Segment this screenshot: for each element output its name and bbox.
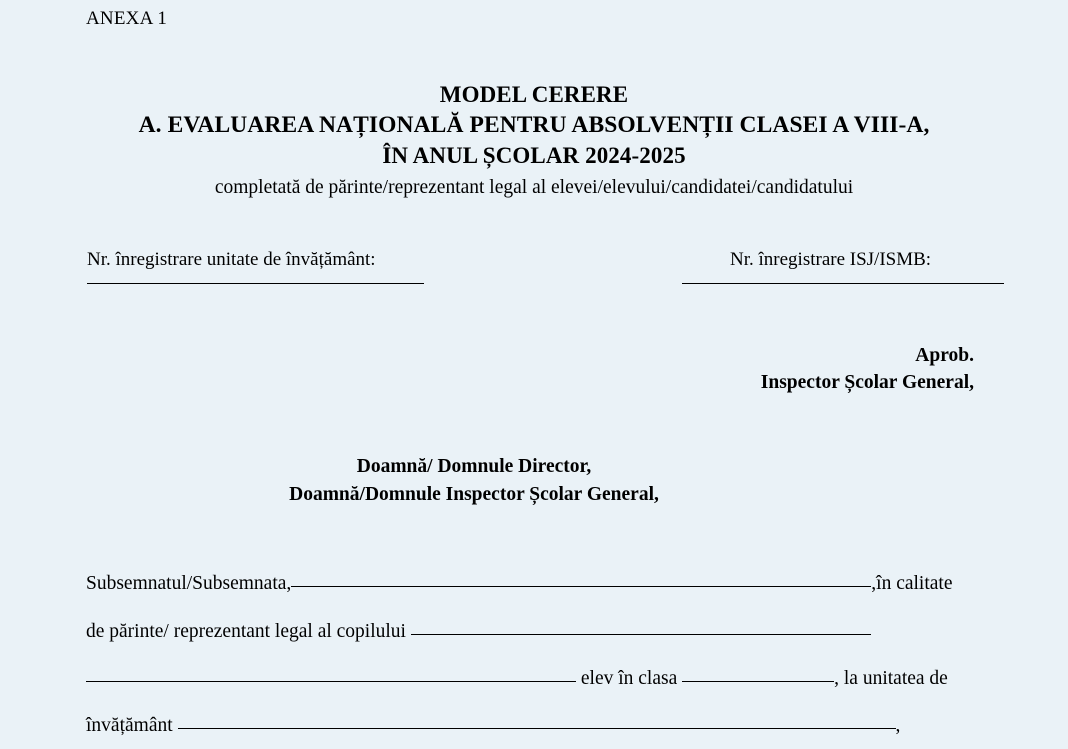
body-line-2 [86, 608, 982, 655]
registration-isj [534, 249, 982, 284]
registration-school-label: Nr. înregistrare unitate de învățământ: [87, 248, 376, 270]
body-line-3-suffix: , la unitatea de [834, 667, 948, 689]
title-line-2: A. EVALUAREA NAȚIONALĂ PENTRU ABSOLVENȚII CLASEI A VIII-A, [138, 112, 930, 139]
body-line-1 [86, 560, 982, 607]
addressee-block [86, 453, 982, 508]
approval-line-2: Inspector Școlar General, [760, 372, 974, 394]
field-elev[interactable] [86, 666, 576, 682]
body-line-4 [86, 702, 982, 749]
field-subsemnat[interactable] [291, 571, 871, 587]
field-copil[interactable] [411, 619, 871, 635]
registration-isj-label: Nr. înregistrare ISJ/ISMB: [730, 248, 932, 270]
title-line-3: ÎN ANUL ȘCOLAR 2024-2025 [382, 143, 686, 169]
addressee-line-1: Doamnă/ Domnule Director, [356, 456, 592, 478]
field-unitate[interactable] [178, 713, 896, 729]
title-subtitle: completată de părinte/reprezentant legal al elevei/elevului/candidatei/candidatului [214, 176, 854, 198]
annex-label: ANEXA 1 [86, 8, 168, 29]
title-line-1: MODEL CERERE [439, 82, 629, 107]
field-clasa[interactable] [682, 666, 834, 682]
document-title-block [86, 80, 982, 199]
application-body [86, 560, 982, 749]
body-line-3-mid: elev în clasa [580, 667, 678, 689]
registration-school-input[interactable] [87, 283, 424, 284]
body-line-1-suffix: ,în calitate [871, 573, 953, 595]
body-line-1-prefix: Subsemnatul/Subsemnata, [86, 573, 292, 595]
approval-block [86, 342, 982, 397]
body-line-4-suffix: , [895, 715, 901, 737]
body-line-3 [86, 655, 982, 702]
registration-isj-input[interactable] [682, 283, 1004, 284]
approval-line-1: Aprob. [915, 344, 974, 366]
registration-school [86, 249, 534, 284]
addressee-line-2: Doamnă/Domnule Inspector Școlar General, [289, 483, 659, 505]
registration-row [86, 249, 982, 284]
body-line-4-prefix: învățământ [86, 715, 173, 737]
body-line-2-prefix: de părinte/ reprezentant legal al copilului [86, 620, 406, 642]
